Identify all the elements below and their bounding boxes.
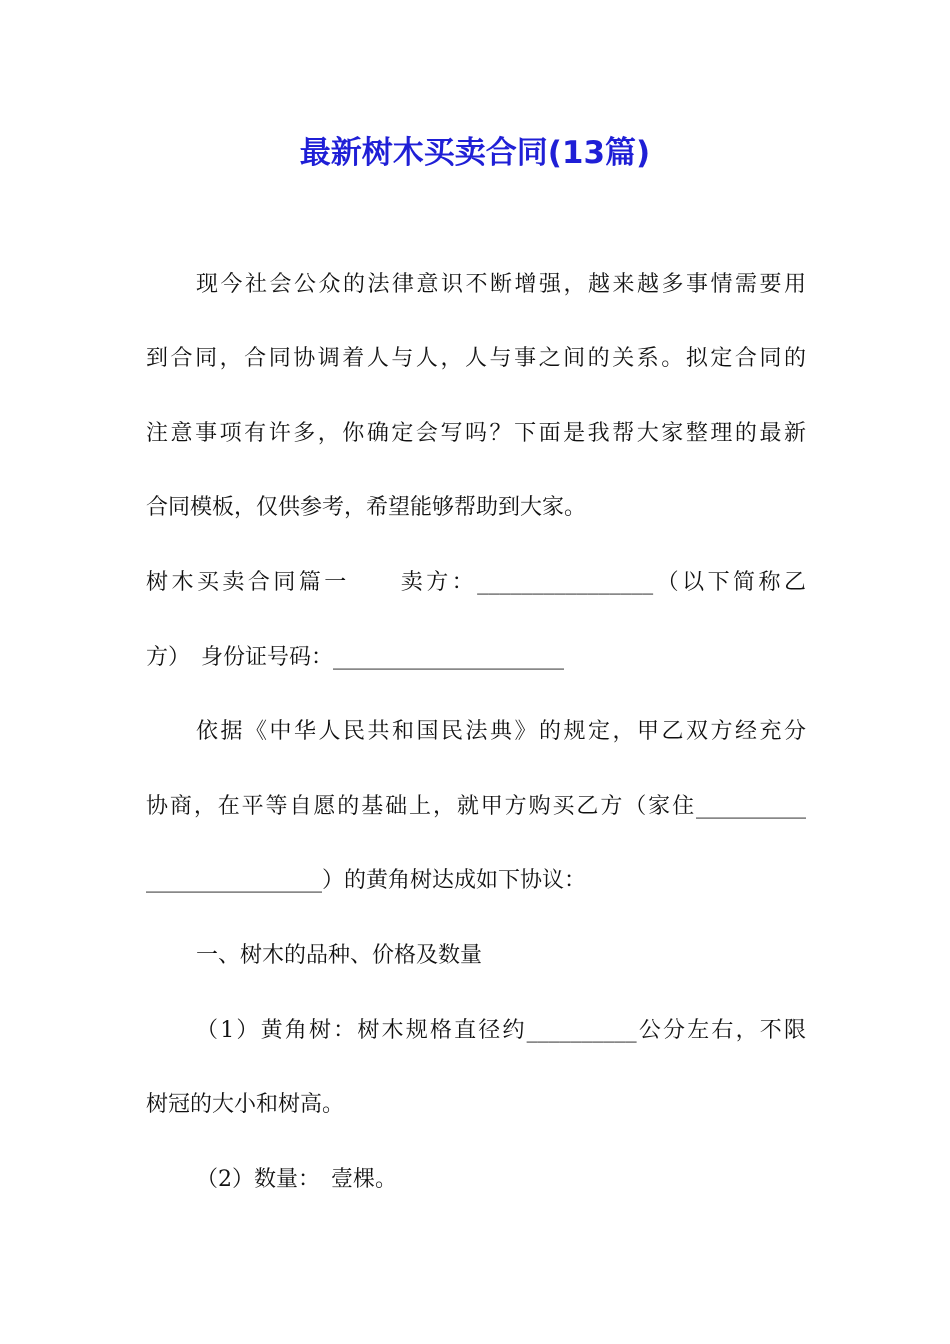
paragraph-line: 树冠的大小和树高。 [146,1092,345,1117]
paragraph-line: 注意事项有许多，你确定会写吗？下面是我帮大家整理的最新 [146,421,806,446]
section-heading: 一、树木的品种、价格及数量 [196,943,483,968]
paragraph-line: 合同模板，仅供参考，希望能够帮助到大家。 [146,495,587,520]
paragraph-line: 方） 身份证号码：_____________________ [146,645,565,670]
paragraph-line: （1）黄角树：树木规格直径约__________公分左右，不限 [196,1018,806,1043]
paragraph-line: 依据《中华人民共和国民法典》的规定，甲乙双方经充分 [196,719,806,744]
paragraph-line: 现今社会公众的法律意识不断增强，越来越多事情需要用 [196,272,806,297]
paragraph-line: （2）数量： 壹棵。 [196,1167,397,1192]
paragraph-line: 协商，在平等自愿的基础上，就甲方购买乙方（家住__________ [146,794,806,819]
paragraph-line: ________________）的黄角树达成如下协议： [146,868,587,893]
paragraph-line: 树木买卖合同篇一 卖方：________________（以下简称乙 [146,570,806,595]
paragraph-line: 到合同，合同协调着人与人，人与事之间的关系。拟定合同的 [146,346,806,371]
document-title: 最新树木买卖合同(13篇) [299,135,651,171]
